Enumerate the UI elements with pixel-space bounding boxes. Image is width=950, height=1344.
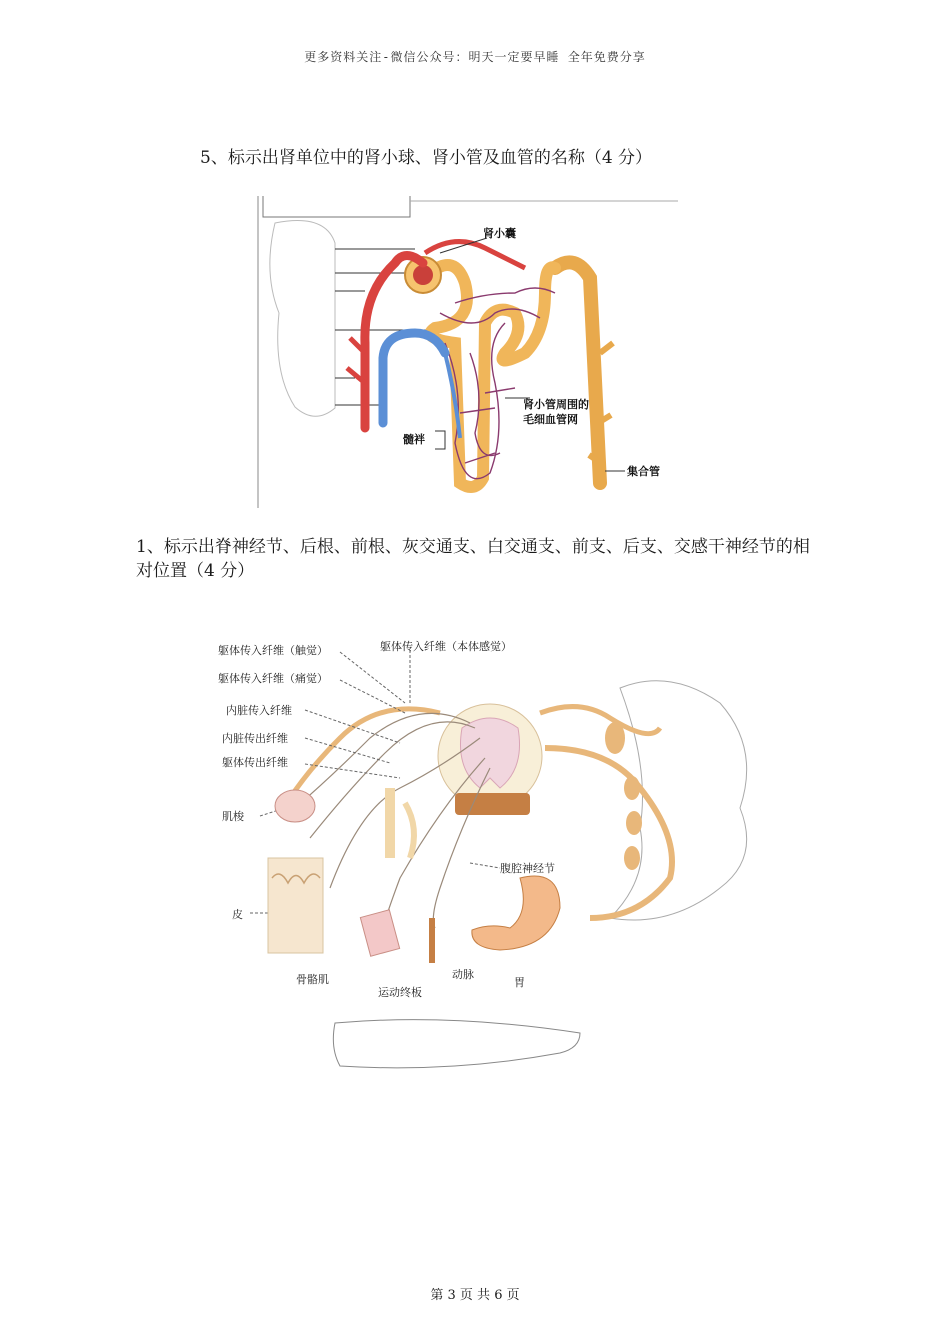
label-bowman-capsule: 肾小囊 <box>483 227 516 240</box>
spinal-nerve-figure <box>200 628 780 1078</box>
label-touch: 躯体传入纤维（触觉） <box>218 644 328 657</box>
label-peritubular-2: 毛细血管网 <box>523 413 578 426</box>
label-visceral-efferent: 内脏传出纤维 <box>222 732 288 745</box>
label-loop: 髓袢 <box>403 433 425 446</box>
question-1-title: 1、标示出脊神经节、后根、前根、灰交通支、白交通支、前支、后支、交感干神经节的相对位置（4 分） <box>136 537 810 581</box>
nephron-figure <box>255 193 680 513</box>
label-stomach: 胃 <box>514 976 525 989</box>
page-footer: 第 3 页 共 6 页 <box>430 1288 520 1303</box>
label-skeletal-muscle: 骨骼肌 <box>296 973 329 986</box>
label-visceral-afferent: 内脏传入纤维 <box>226 704 292 717</box>
label-collecting-duct: 集合管 <box>627 465 660 478</box>
label-muscle-spindle: 肌梭 <box>222 810 244 823</box>
label-peritubular-1: 肾小管周围的 <box>523 398 589 411</box>
label-skin: 皮 <box>232 908 243 921</box>
label-celiac-ganglion: 腹腔神经节 <box>500 862 555 875</box>
question-5-title: 5、标示出肾单位中的肾小球、肾小管及血管的名称（4 分） <box>200 148 653 168</box>
header-note: 更多资料关注-微信公众号：明天一定要早睡 全年免费分享 <box>304 50 646 64</box>
label-somatic-efferent: 躯体传出纤维 <box>222 756 288 769</box>
label-motor-endplate: 运动终板 <box>378 986 422 999</box>
label-artery: 动脉 <box>452 968 474 981</box>
label-proprioception: 躯体传入纤维（本体感觉） <box>380 640 512 653</box>
label-pain: 躯体传入纤维（痛觉） <box>218 672 328 685</box>
